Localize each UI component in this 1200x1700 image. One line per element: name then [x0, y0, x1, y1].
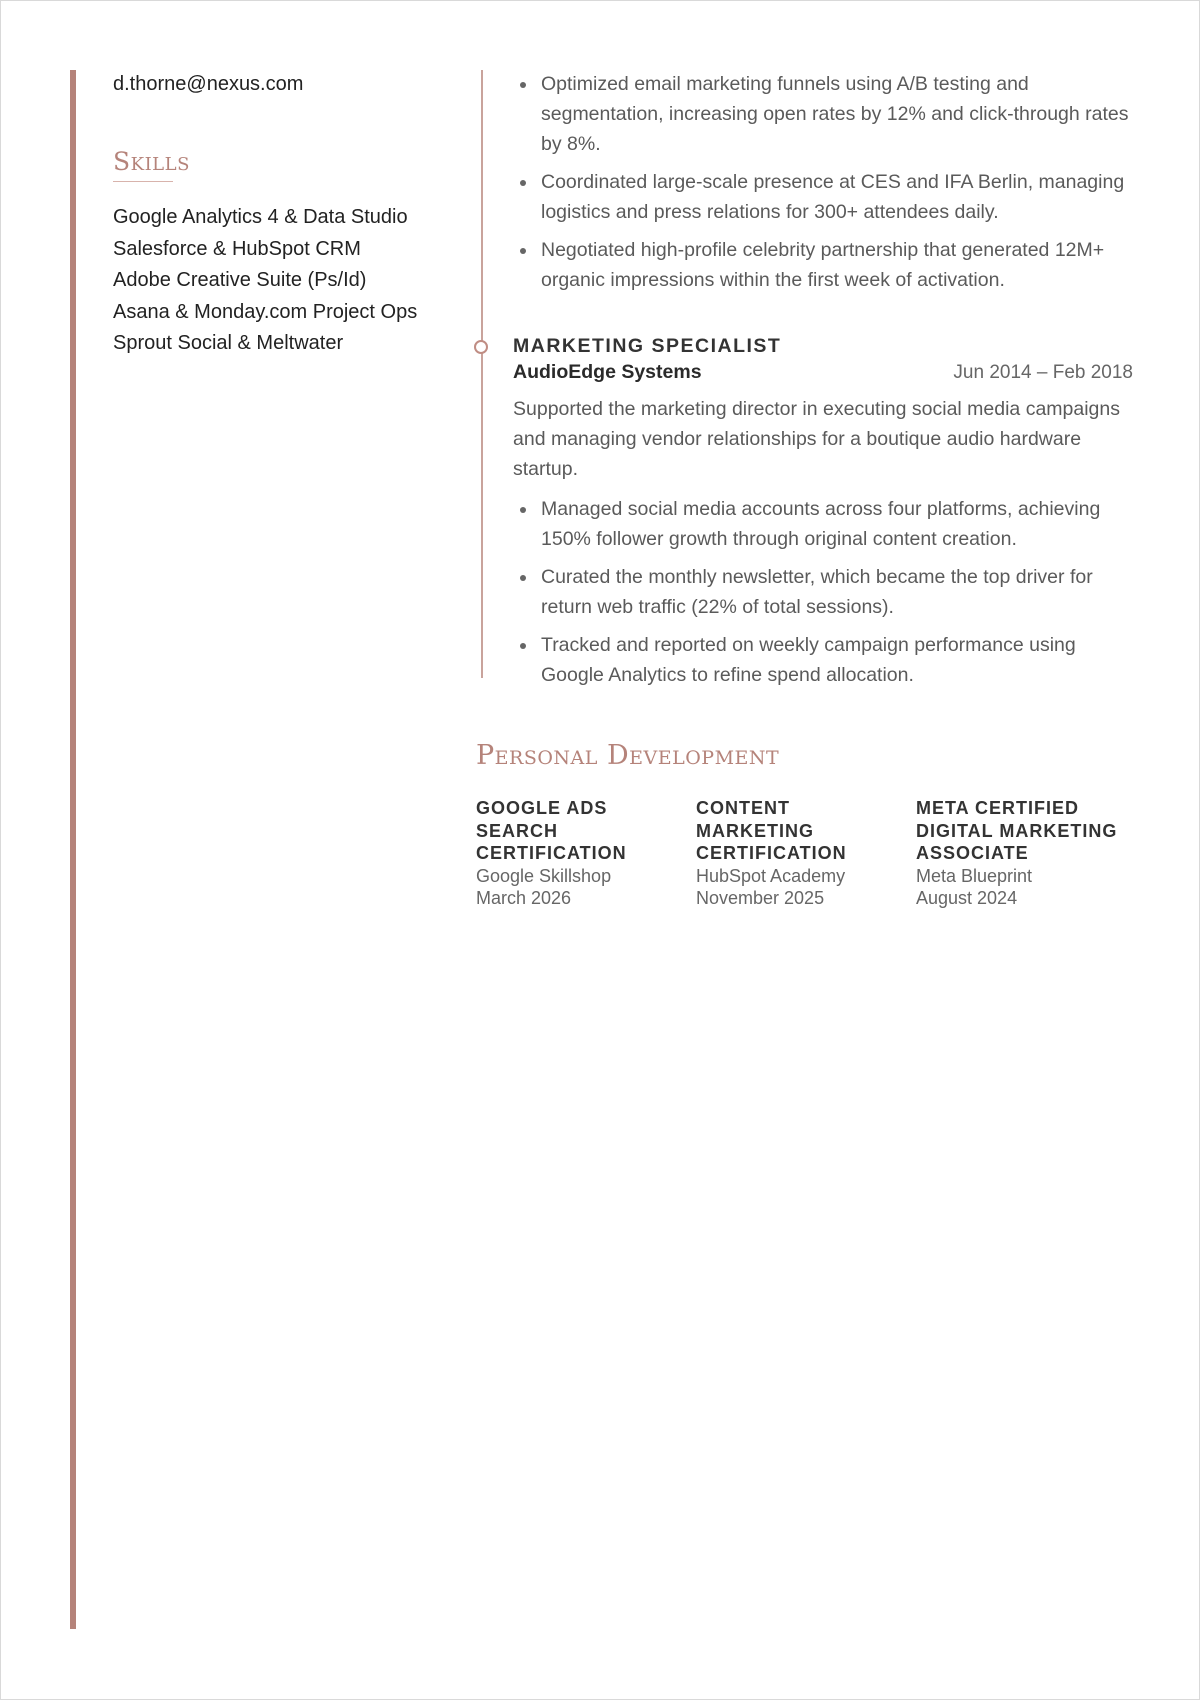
job-meta: [513, 361, 1133, 384]
certification-name: GOOGLE ADS SEARCH CERTIFICATION: [476, 798, 627, 863]
experience-column: [513, 69, 1133, 698]
certification-item: [696, 797, 916, 910]
left-column: [113, 69, 443, 360]
timeline-marker: [474, 340, 488, 354]
certification-issuer: HubSpot Academy: [696, 865, 846, 886]
job-entry: [513, 333, 1133, 690]
email-address: d.thorne@nexus.com: [113, 73, 304, 95]
personal-development-section: [476, 739, 1136, 910]
achievement-bullet: Optimized email marketing funnels using A/B testing and segmentation, increasing open rates by 12% and click-through rates by 8%.: [541, 69, 1133, 159]
certification-date: March 2026: [476, 888, 572, 908]
certification-date: November 2025: [696, 888, 825, 908]
achievement-bullet: Negotiated high-profile celebrity partnership that generated 12M+ organic impressions within the first week of activation.: [541, 235, 1133, 295]
certifications-grid: [476, 797, 1136, 910]
certification-name: CONTENT MARKETING CERTIFICATION: [696, 798, 847, 863]
timeline-line: [481, 70, 483, 678]
skill-item: Adobe Creative Suite (Ps/Id): [113, 269, 367, 291]
skills-heading: Skills: [113, 147, 190, 176]
achievement-bullet: Managed social media accounts across four platforms, achieving 150% follower growth through original content creation.: [541, 494, 1133, 554]
job-company: AudioEdge Systems: [513, 361, 702, 383]
skills-list: [113, 202, 443, 360]
accent-bar: [70, 70, 76, 1629]
certification-item: [476, 797, 696, 910]
achievement-bullet: Curated the monthly newsletter, which became the top driver for return web traffic (22% of total sessions).: [541, 562, 1133, 622]
job-bullets: [513, 494, 1133, 690]
skill-item: Google Analytics 4 & Data Studio: [113, 206, 408, 228]
job-title: MARKETING SPECIALIST: [513, 335, 782, 357]
achievement-bullet: Coordinated large-scale presence at CES and IFA Berlin, managing logistics and press relations for 300+ attendees daily.: [541, 167, 1133, 227]
skill-item: Sprout Social & Meltwater: [113, 332, 344, 354]
certification-issuer: Meta Blueprint: [916, 865, 1033, 886]
previous-job-bullets: [513, 69, 1133, 295]
job-dates: Jun 2014 – Feb 2018: [953, 362, 1133, 383]
certification-item: [916, 797, 1136, 910]
skills-heading-underline: [113, 181, 173, 182]
job-summary: Supported the marketing director in executing social media campaigns and managing vendor relationships for a boutique audio hardware startup.: [513, 398, 1120, 480]
certification-issuer: Google Skillshop: [476, 865, 612, 886]
skill-item: Salesforce & HubSpot CRM: [113, 237, 361, 260]
certification-name: META CERTIFIED DIGITAL MARKETING ASSOCIATE: [916, 798, 1118, 863]
achievement-bullet: Tracked and reported on weekly campaign performance using Google Analytics to refine spend allocation.: [541, 630, 1133, 690]
certification-date: August 2024: [916, 888, 1018, 908]
skill-item: Asana & Monday.com Project Ops: [113, 300, 418, 323]
personal-development-heading: Personal Development: [476, 740, 780, 771]
